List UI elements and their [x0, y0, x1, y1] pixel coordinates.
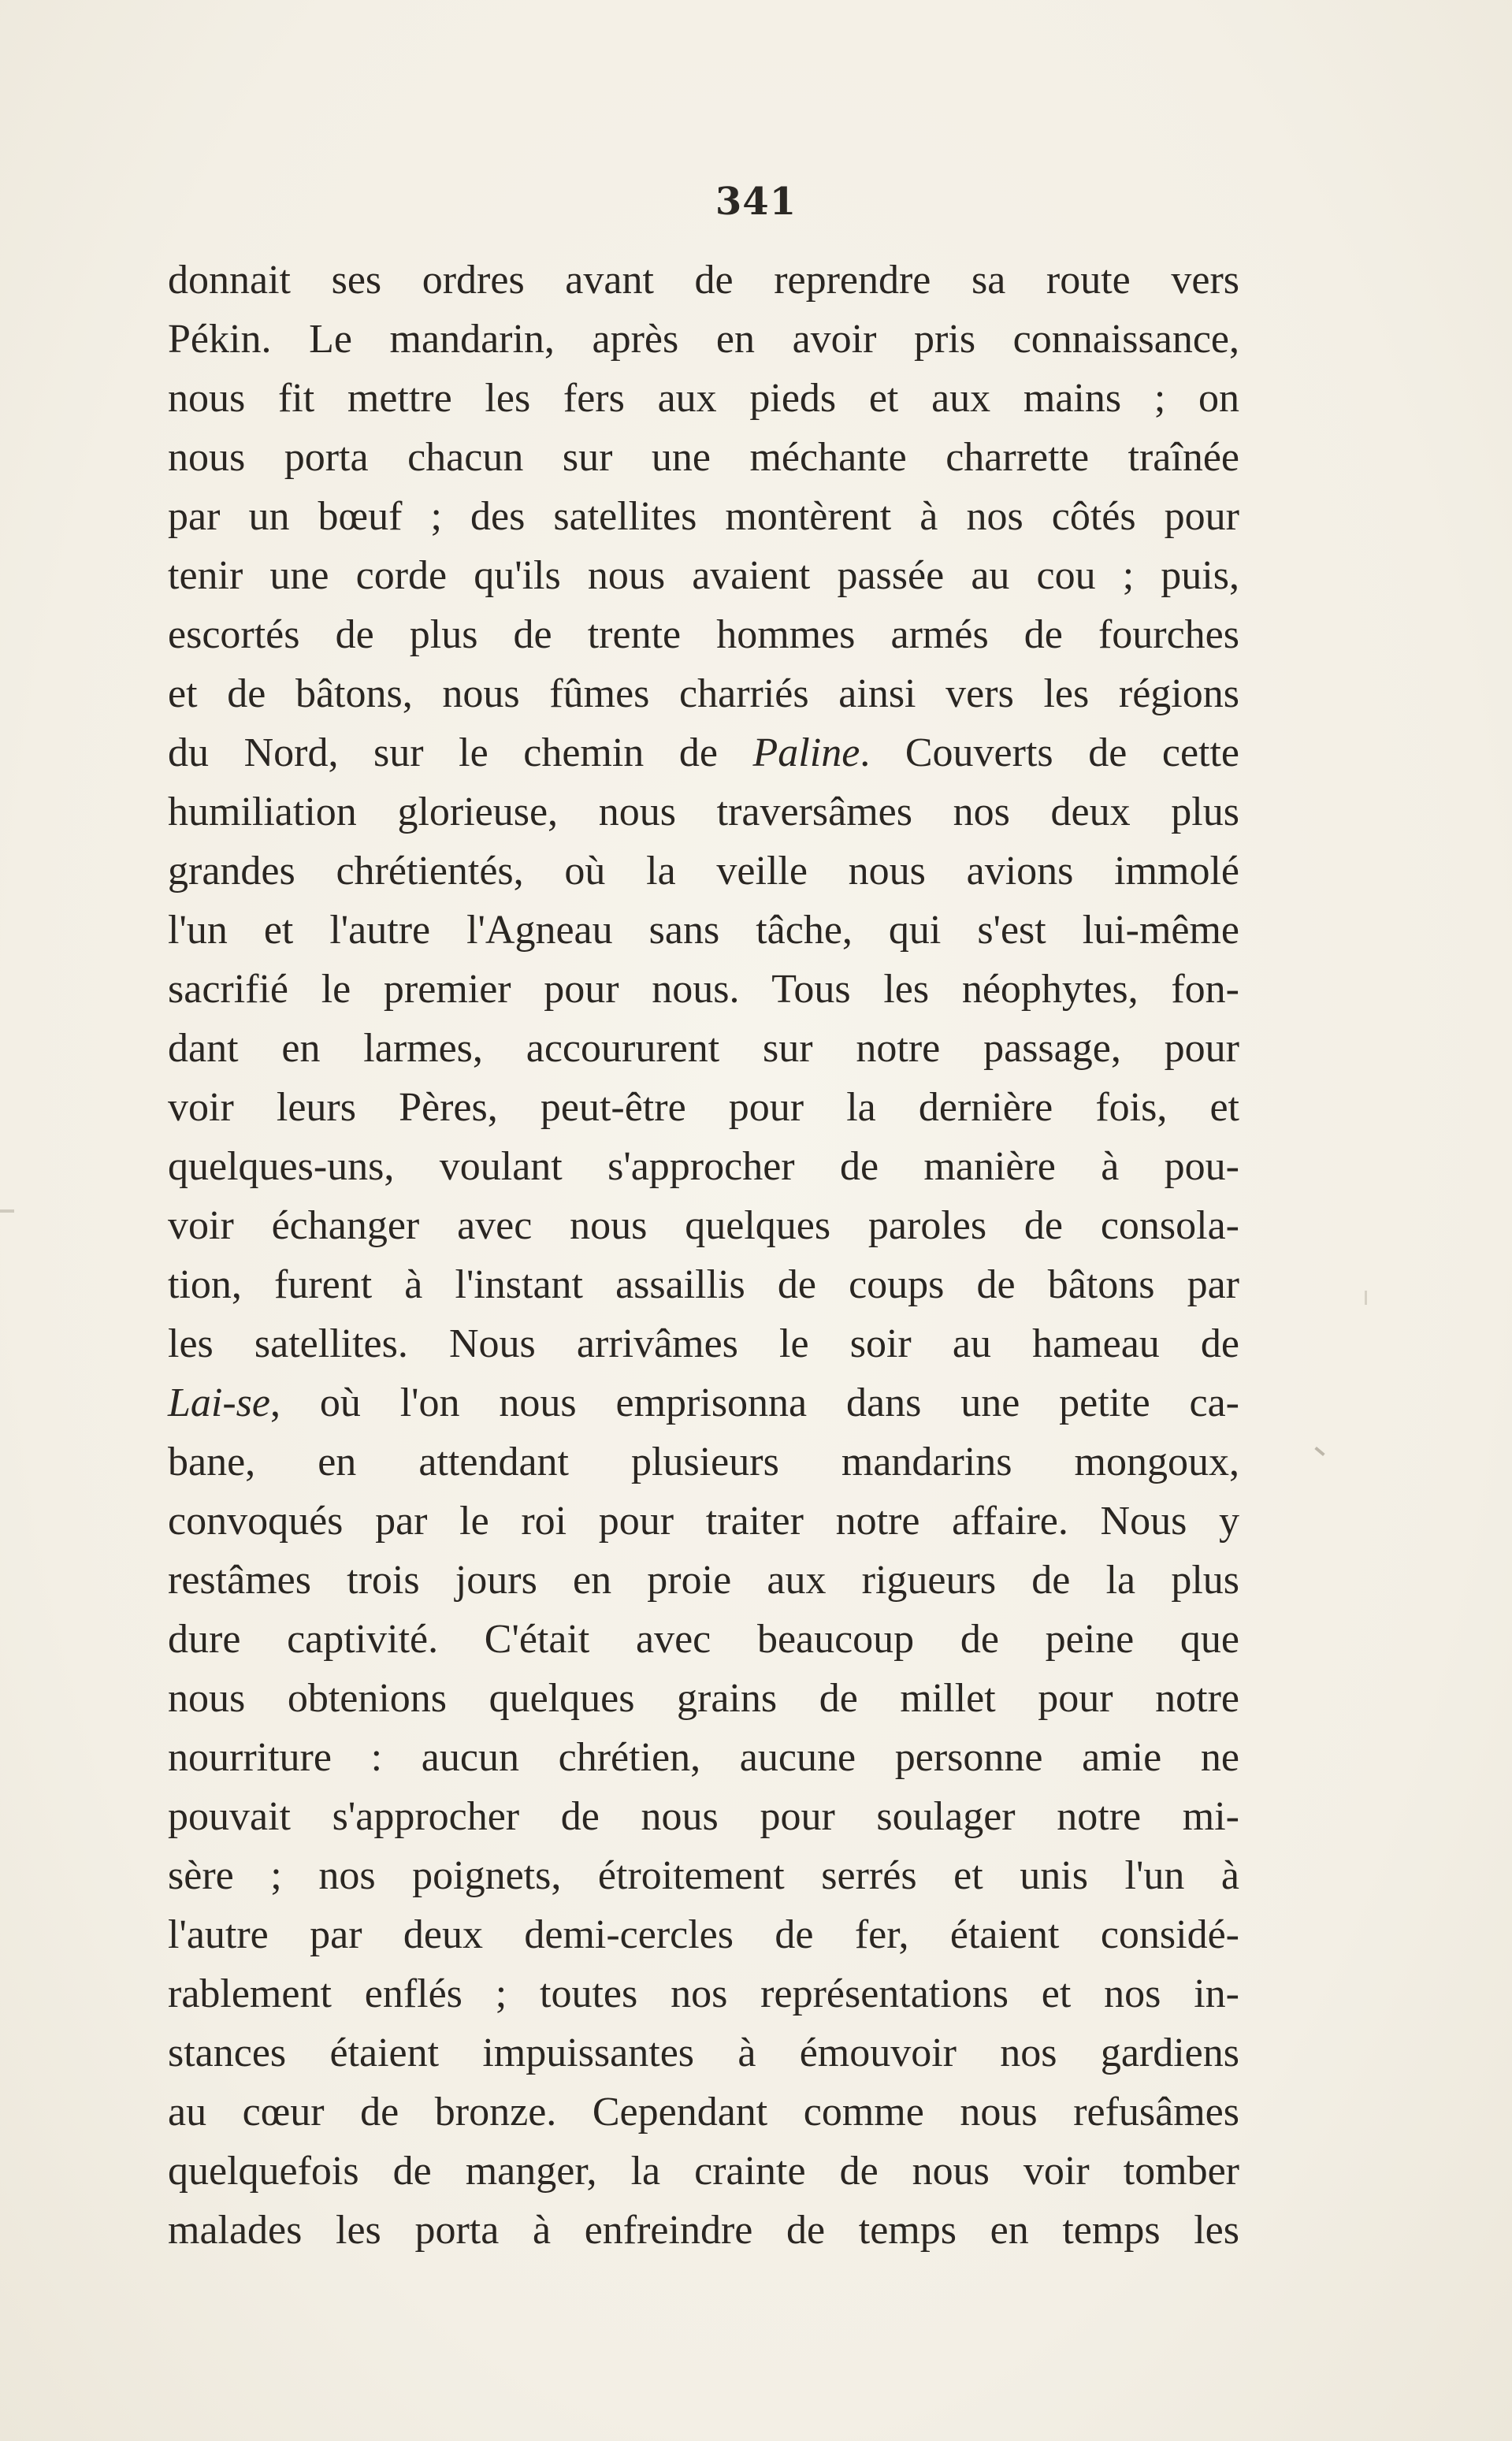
text-line: nous obtenions quelques grains de millet pour notre	[168, 1676, 1239, 1721]
text-line: voir leurs Pères, peut-être pour la dernière fois, et	[168, 1085, 1239, 1130]
text-line: sère ; nos poignets, étroitement serrés et unis l'un à	[168, 1853, 1239, 1898]
text-line: stances étaient impuissantes à émouvoir nos gardiens	[168, 2030, 1239, 2075]
text-line: nourriture : aucun chrétien, aucune personne amie ne	[168, 1735, 1239, 1780]
text-line: tion, furent à l'instant assaillis de coups de bâtons par	[168, 1262, 1239, 1307]
text-line: pouvait s'approcher de nous pour soulager notre mi-	[168, 1794, 1239, 1839]
place-name: Lai-se	[168, 1380, 270, 1425]
text-line: tenir une corde qu'ils nous avaient passée au cou ; puis,	[168, 553, 1239, 598]
text-line: dure captivité. C'était avec beaucoup de peine que	[168, 1617, 1239, 1662]
margin-tick-mark	[0, 1209, 14, 1213]
text-line: restâmes trois jours en proie aux rigueurs de la plus	[168, 1558, 1239, 1603]
text-line: par un bœuf ; des satellites montèrent à nos côtés pour	[168, 494, 1239, 539]
text-line: et de bâtons, nous fûmes charriés ainsi vers les régions	[168, 671, 1239, 716]
text-line: l'autre par deux demi-cercles de fer, étaient considé-	[168, 1912, 1239, 1957]
text-segment: . Couverts de cette	[860, 730, 1239, 775]
text-line: escortés de plus de trente hommes armés de fourches	[168, 612, 1239, 657]
body-text	[168, 251, 1239, 2260]
text-line: quelques-uns, voulant s'approcher de manière à pou-	[168, 1144, 1239, 1189]
text-line: l'un et l'autre l'Agneau sans tâche, qui s'est lui-même	[168, 908, 1239, 953]
margin-specks	[1365, 1291, 1367, 1305]
text-line: malades les porta à enfreindre de temps en temps les	[168, 2208, 1239, 2253]
text-line: rablement enflés ; toutes nos représentations et nos in-	[168, 1971, 1239, 2016]
text-line: sacrifié le premier pour nous. Tous les néophytes, fon-	[168, 967, 1239, 1012]
text-line: bane, en attendant plusieurs mandarins mongoux,	[168, 1440, 1239, 1484]
text-line: Pékin. Le mandarin, après en avoir pris connaissance,	[168, 317, 1239, 362]
text-line: convoqués par le roi pour traiter notre affaire. Nous y	[168, 1499, 1239, 1544]
text-segment: , où l'on nous emprisonna dans une petite ca-	[270, 1380, 1239, 1425]
margin-specks	[1314, 1447, 1324, 1456]
text-line: au cœur de bronze. Cependant comme nous refusâmes	[168, 2090, 1239, 2134]
text-line: humiliation glorieuse, nous traversâmes nos deux plus	[168, 790, 1239, 834]
text-line	[168, 1373, 1239, 1432]
text-line	[168, 723, 1239, 782]
text-line: nous fit mettre les fers aux pieds et aux mains ; on	[168, 376, 1239, 421]
page-number: 341	[715, 180, 797, 224]
text-line: donnait ses ordres avant de reprendre sa route vers	[168, 258, 1239, 303]
text-line: les satellites. Nous arrivâmes le soir au hameau de	[168, 1321, 1239, 1366]
text-line: nous porta chacun sur une méchante charrette traînée	[168, 435, 1239, 480]
text-line: voir échanger avec nous quelques paroles de consola-	[168, 1203, 1239, 1248]
text-line: grandes chrétientés, où la veille nous avions immolé	[168, 849, 1239, 894]
text-line: dant en larmes, accoururent sur notre passage, pour	[168, 1026, 1239, 1071]
text-segment: du Nord, sur le chemin de	[168, 730, 753, 775]
place-name: Paline	[752, 730, 860, 775]
text-line: quelquefois de manger, la crainte de nous voir tomber	[168, 2149, 1239, 2194]
